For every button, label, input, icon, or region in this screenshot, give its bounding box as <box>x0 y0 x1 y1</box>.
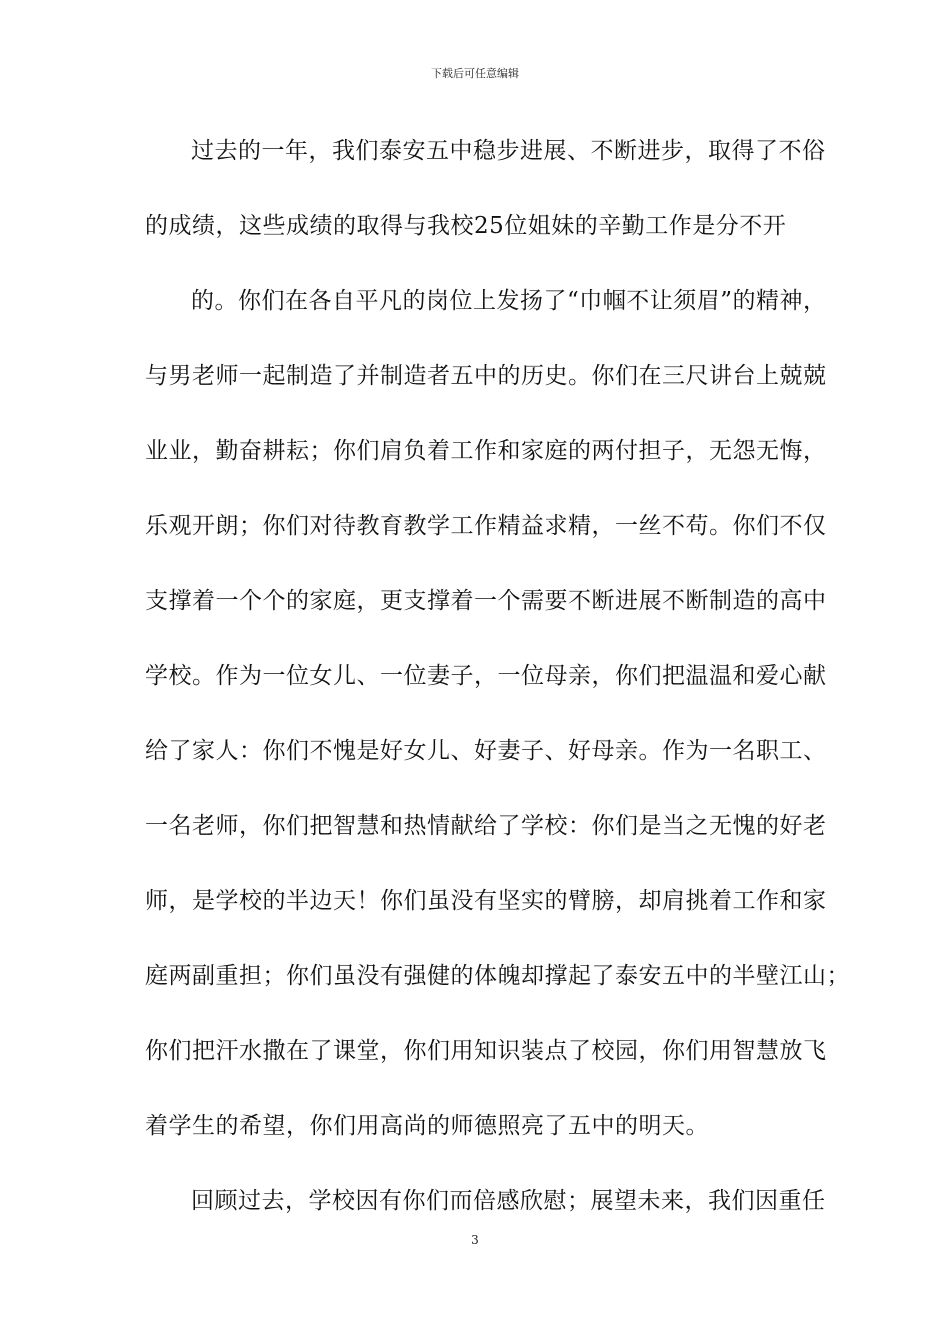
text-line: 学校。作为一位女儿、一位妻子，一位母亲，你们把温温和爱心献 <box>145 663 827 689</box>
text-line: 的。你们在各自平凡的岗位上发扬了“巾帼不让须眉”的精神， <box>191 288 827 314</box>
text-line: 回顾过去，学校因有你们而倍感欣慰；展望未来，我们因重任 <box>191 1188 826 1214</box>
text-line: 过去的一年，我们泰安五中稳步进展、不断进步，取得了不俗 <box>191 138 826 164</box>
text-line: 给了家人：你们不愧是好女儿、好妻子、好母亲。作为一名职工、 <box>145 738 827 764</box>
text-line: 与男老师一起制造了并制造者五中的历史。你们在三尺讲台上兢兢 <box>145 363 827 389</box>
page-number: 3 <box>471 1233 479 1247</box>
text-line: 乐观开朗；你们对待教育教学工作精益求精，一丝不苟。你们不仅 <box>145 513 827 539</box>
text-line: 支撑着一个个的家庭，更支撑着一个需要不断进展不断制造的高中 <box>145 588 827 614</box>
text-line: 师，是学校的半边天！你们虽没有坚实的臂膀，却肩挑着工作和家 <box>145 888 827 914</box>
text-line: 你们把汗水撒在了课堂，你们用知识装点了校园，你们用智慧放飞 <box>145 1038 827 1064</box>
text-line: 庭两副重担；你们虽没有强健的体魄却撑起了泰安五中的半壁江山； <box>145 963 850 989</box>
text-line: 一名老师，你们把智慧和热情献给了学校：你们是当之无愧的好老 <box>145 813 827 839</box>
text-line: 的成绩，这些成绩的取得与我校25位姐妹的辛勤工作是分不开 <box>145 213 787 239</box>
text-line: 着学生的希望，你们用高尚的师德照亮了五中的明天。 <box>145 1113 709 1139</box>
text-line: 业业，勤奋耕耘；你们肩负着工作和家庭的两付担子，无怨无悔， <box>145 438 827 464</box>
page-header: 下载后可任意编辑 <box>431 67 519 80</box>
